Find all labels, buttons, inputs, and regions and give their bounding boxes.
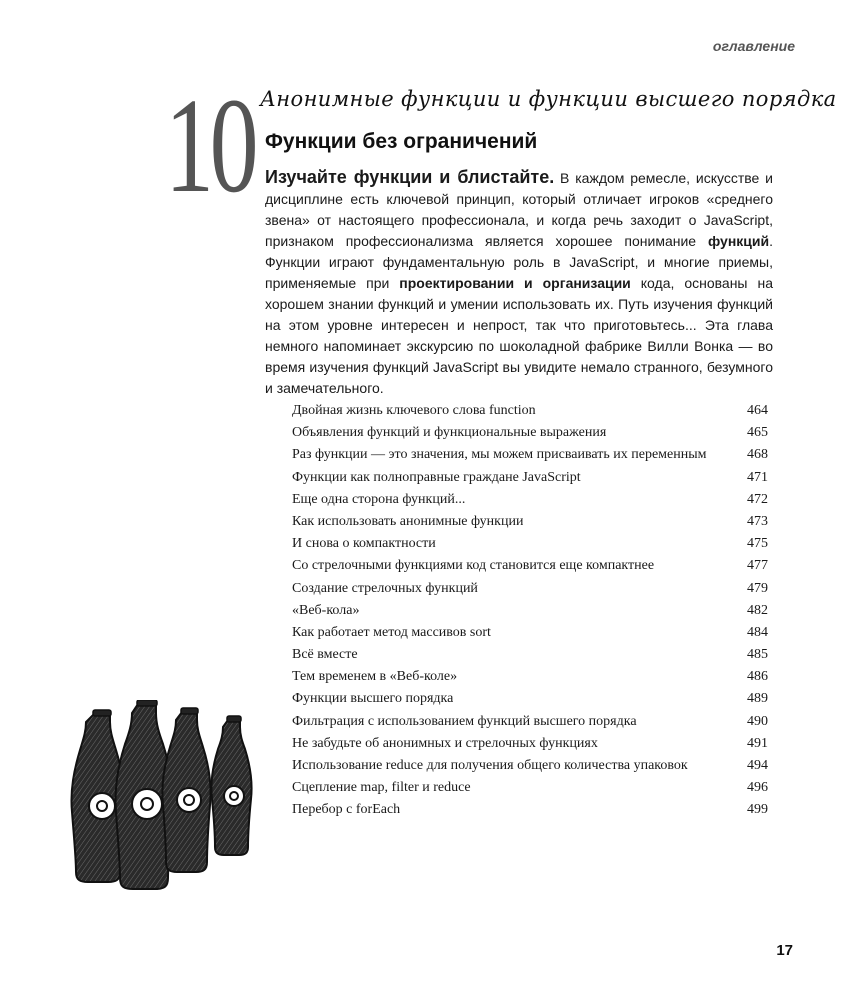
toc-entry-page: 490	[747, 713, 768, 729]
toc-entry-title: Раз функции — это значения, мы можем присваивать их переменным	[292, 447, 707, 463]
toc-entry-title: Как использовать анонимные функции	[292, 513, 524, 529]
toc-entry-page: 496	[747, 780, 768, 796]
toc-entry[interactable]	[292, 578, 768, 600]
toc-entry-title: Объявления функций и функциональные выражения	[292, 425, 607, 441]
chapter-subtitle: Анонимные функции и функции высшего порядка	[260, 87, 837, 111]
toc-entry[interactable]	[292, 600, 768, 622]
toc-entry-title: Создание стрелочных функций	[292, 580, 478, 596]
toc-entry-page: 491	[747, 735, 768, 751]
toc-entry-title: Двойная жизнь ключевого слова function	[292, 403, 536, 418]
toc-entry-title: Еще одна сторона функций...	[292, 491, 466, 507]
toc-entry-title: Перебор с forEach	[292, 802, 401, 818]
toc-entry[interactable]	[292, 422, 768, 444]
toc-entry-title: «Веб-кола»	[292, 602, 360, 618]
chapter-intro	[265, 167, 773, 399]
toc-entry-title: Как работает метод массивов sort	[292, 624, 491, 640]
toc-entry-page: 489	[747, 691, 768, 707]
toc-entry[interactable]	[292, 533, 768, 555]
soda-bottles-icon	[62, 700, 262, 890]
toc-entry-title: Всё вместе	[292, 647, 358, 663]
toc-entry-page: 471	[747, 469, 768, 485]
toc-entry[interactable]	[292, 400, 768, 422]
toc-entry-page: 473	[747, 513, 768, 529]
toc-entry[interactable]	[292, 688, 768, 710]
table-of-contents	[292, 400, 768, 822]
toc-entry-page: 468	[747, 447, 768, 463]
page-number: 17	[776, 942, 793, 959]
toc-entry-page: 484	[747, 624, 768, 640]
toc-entry[interactable]	[292, 777, 768, 799]
toc-entry[interactable]	[292, 711, 768, 733]
toc-entry-page: 479	[747, 580, 768, 596]
toc-entry-page: 475	[747, 536, 768, 552]
toc-entry-page: 472	[747, 491, 768, 507]
section-header-label: оглавление	[712, 38, 795, 54]
toc-entry[interactable]	[292, 666, 768, 688]
toc-entry-title: Функции высшего порядка	[292, 691, 454, 707]
toc-entry-page: 482	[747, 602, 768, 618]
intro-text-2: . Функции играют фундаментальную роль в JavaScript, и многие приемы, применяемые при	[265, 233, 773, 291]
toc-entry-title: Сцепление map, filter и reduce	[292, 780, 471, 796]
toc-entry-title: Тем временем в «Веб-коле»	[292, 669, 458, 685]
toc-entry-page: 485	[747, 647, 768, 663]
chapter-number: 10	[165, 71, 255, 221]
toc-entry[interactable]	[292, 799, 768, 821]
toc-entry[interactable]	[292, 444, 768, 466]
intro-text-3: кода, основаны на хорошем знании функций и умении использовать их. Путь изучения функций на этом уровне интересен и непрост, так что приготовьтесь... Эта глава немного напоминает экскурсию по шоколадной фабрике Вилли Вонка — во время изучения функций JavaScript вы увидите немало странного, безумного и замечательного.	[265, 275, 773, 396]
toc-entry-page: 494	[747, 758, 768, 773]
toc-entry[interactable]	[292, 555, 768, 577]
toc-entry-page: 464	[747, 403, 768, 418]
toc-entry-title: Использование reduce для получения общего количества упаковок	[292, 758, 688, 773]
toc-entry-page: 477	[747, 558, 768, 574]
toc-entry-page: 465	[747, 425, 768, 441]
intro-text-1: В каждом ремесле, искусстве и дисциплине есть ключевой принцип, который отличает игроков «среднего звена» от настоящего профессионала, и когда речь заходит о JavaScript, признаком профессионализма является хорошее понимание	[265, 170, 773, 249]
toc-entry[interactable]	[292, 511, 768, 533]
toc-entry-title: Со стрелочными функциями код становится еще компактнее	[292, 558, 655, 574]
toc-entry[interactable]	[292, 622, 768, 644]
toc-entry-title: Фильтрация с использованием функций высшего порядка	[292, 713, 637, 729]
toc-entry[interactable]	[292, 467, 768, 489]
intro-bold-1: функций	[707, 233, 770, 249]
toc-entry-title: Не забудьте об анонимных и стрелочных функциях	[292, 735, 598, 751]
toc-entry[interactable]	[292, 755, 768, 777]
toc-entry[interactable]	[292, 733, 768, 755]
toc-entry-title: Функции как полноправные граждане JavaScript	[292, 469, 581, 485]
intro-bold-2: проектировании и организации	[399, 275, 631, 291]
toc-entry[interactable]	[292, 489, 768, 511]
intro-lead: Изучайте функции и блистайте.	[265, 167, 555, 187]
chapter-title: Функции без ограничений	[265, 130, 538, 153]
toc-entry-title: И снова о компактности	[292, 536, 436, 552]
toc-entry-page: 486	[747, 669, 768, 685]
toc-entry[interactable]	[292, 644, 768, 666]
toc-entry-page: 499	[747, 802, 768, 818]
